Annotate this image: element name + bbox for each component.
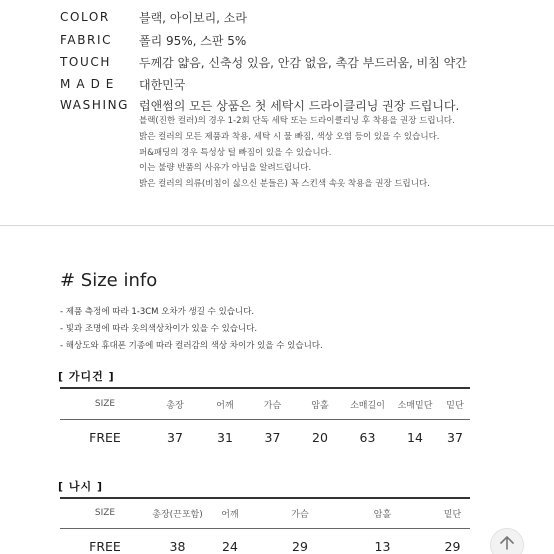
header-cell: 암홀 <box>311 400 329 411</box>
spec-label: FABRIC <box>60 33 113 47</box>
value-cell: 37 <box>167 429 183 445</box>
header-cell: 밑단 <box>446 400 464 411</box>
value-cell: 24 <box>222 538 238 554</box>
header-cell: 소매길이 <box>350 400 385 411</box>
spec-value: 블랙, 아이보리, 소라 <box>139 10 247 25</box>
spec-value: 대한민국 <box>139 77 186 92</box>
table-title-sleeveless: [ 나시 ] <box>58 480 103 493</box>
washing-note: 밝은 컬러의 모든 제품과 착용, 세탁 시 물 빠짐, 색상 오염 등이 있을 수 있습니다. <box>139 131 440 142</box>
size-notes <box>60 304 323 355</box>
size-note: - 빛과 조명에 따라 옷의색상차이가 있을 수 있습니다. <box>60 324 258 334</box>
table-header-row <box>60 503 470 523</box>
spec-value: 럽앤썸의 모든 상품은 첫 세탁시 드라이클리닝 권장 드립니다. <box>139 98 460 113</box>
spec-label: COLOR <box>60 10 110 24</box>
size-info-title: # Size info <box>60 270 158 291</box>
size-note: - 해상도와 휴대폰 기종에 따라 컬러감의 색상 차이가 있을 수 있습니다. <box>60 341 323 351</box>
size-note: - 제품 측정에 따라 1-3CM 오차가 생길 수 있습니다. <box>60 307 255 317</box>
value-cell: 14 <box>407 429 423 445</box>
spec-color <box>60 8 247 26</box>
washing-note: 블랙(진한 컬러)의 경우 1-2회 단독 세탁 또는 드라이클리닝 후 착용을 권장 드립니다. <box>139 116 455 126</box>
spec-value: 폴리 95%, 스판 5% <box>139 33 247 48</box>
header-cell: 소매밑단 <box>397 400 433 411</box>
washing-note: 이는 불량 반품의 사유가 아님을 알려드립니다. <box>139 163 312 174</box>
value-cell: 29 <box>292 538 308 554</box>
spec-made <box>60 75 186 93</box>
spec-label: MADE <box>60 77 120 91</box>
scroll-top-button[interactable] <box>490 528 524 554</box>
table-row <box>60 535 470 554</box>
arrow-up-icon <box>499 535 515 554</box>
value-cell: 37 <box>447 429 463 445</box>
section-divider <box>0 225 554 226</box>
table-header-row <box>60 394 470 414</box>
value-cell: FREE <box>89 429 121 445</box>
header-cell: 어깨 <box>221 509 239 520</box>
header-cell: 어깨 <box>216 400 234 411</box>
value-cell: 13 <box>374 538 391 554</box>
header-cell: 밑단 <box>443 509 462 520</box>
value-cell: 63 <box>359 429 376 445</box>
spec-touch <box>60 53 467 71</box>
spec-value: 두께감 얇음, 신축성 있음, 안감 없음, 촉감 부드러움, 비침 약간 <box>139 55 467 70</box>
value-cell: 20 <box>312 429 328 445</box>
header-cell: 암홀 <box>373 509 392 520</box>
table-row <box>60 426 470 448</box>
value-cell: FREE <box>89 538 121 554</box>
value-cell: 37 <box>264 429 281 445</box>
header-cell: 가슴 <box>291 509 309 520</box>
spec-washing <box>60 96 460 114</box>
value-cell: 29 <box>444 538 461 554</box>
spec-fabric <box>60 31 247 49</box>
table-divider <box>60 419 470 420</box>
value-cell: 31 <box>217 429 233 445</box>
table-top-border <box>60 387 470 389</box>
spec-label: TOUCH <box>60 55 111 69</box>
washing-notes <box>139 114 455 193</box>
washing-note: 퍼&패딩의 경우 특성상 털 빠짐이 있을 수 있습니다. <box>139 147 332 158</box>
spec-label: WASHING <box>60 98 130 112</box>
header-cell: SIZE <box>94 508 116 518</box>
header-cell: 총장 <box>166 400 184 411</box>
header-cell: SIZE <box>94 399 116 409</box>
washing-note: 밝은 컬러의 의류(비침이 싫으신 분들은) 꼭 스킨색 속옷 착용을 권장 드립니다. <box>139 179 430 190</box>
header-cell: 총장(끈포함) <box>152 509 203 520</box>
value-cell: 38 <box>169 538 186 554</box>
table-divider <box>60 528 470 529</box>
table-top-border <box>60 497 470 499</box>
table-title-cardigan: [ 가디건 ] <box>58 370 115 383</box>
header-cell: 가슴 <box>263 400 282 411</box>
